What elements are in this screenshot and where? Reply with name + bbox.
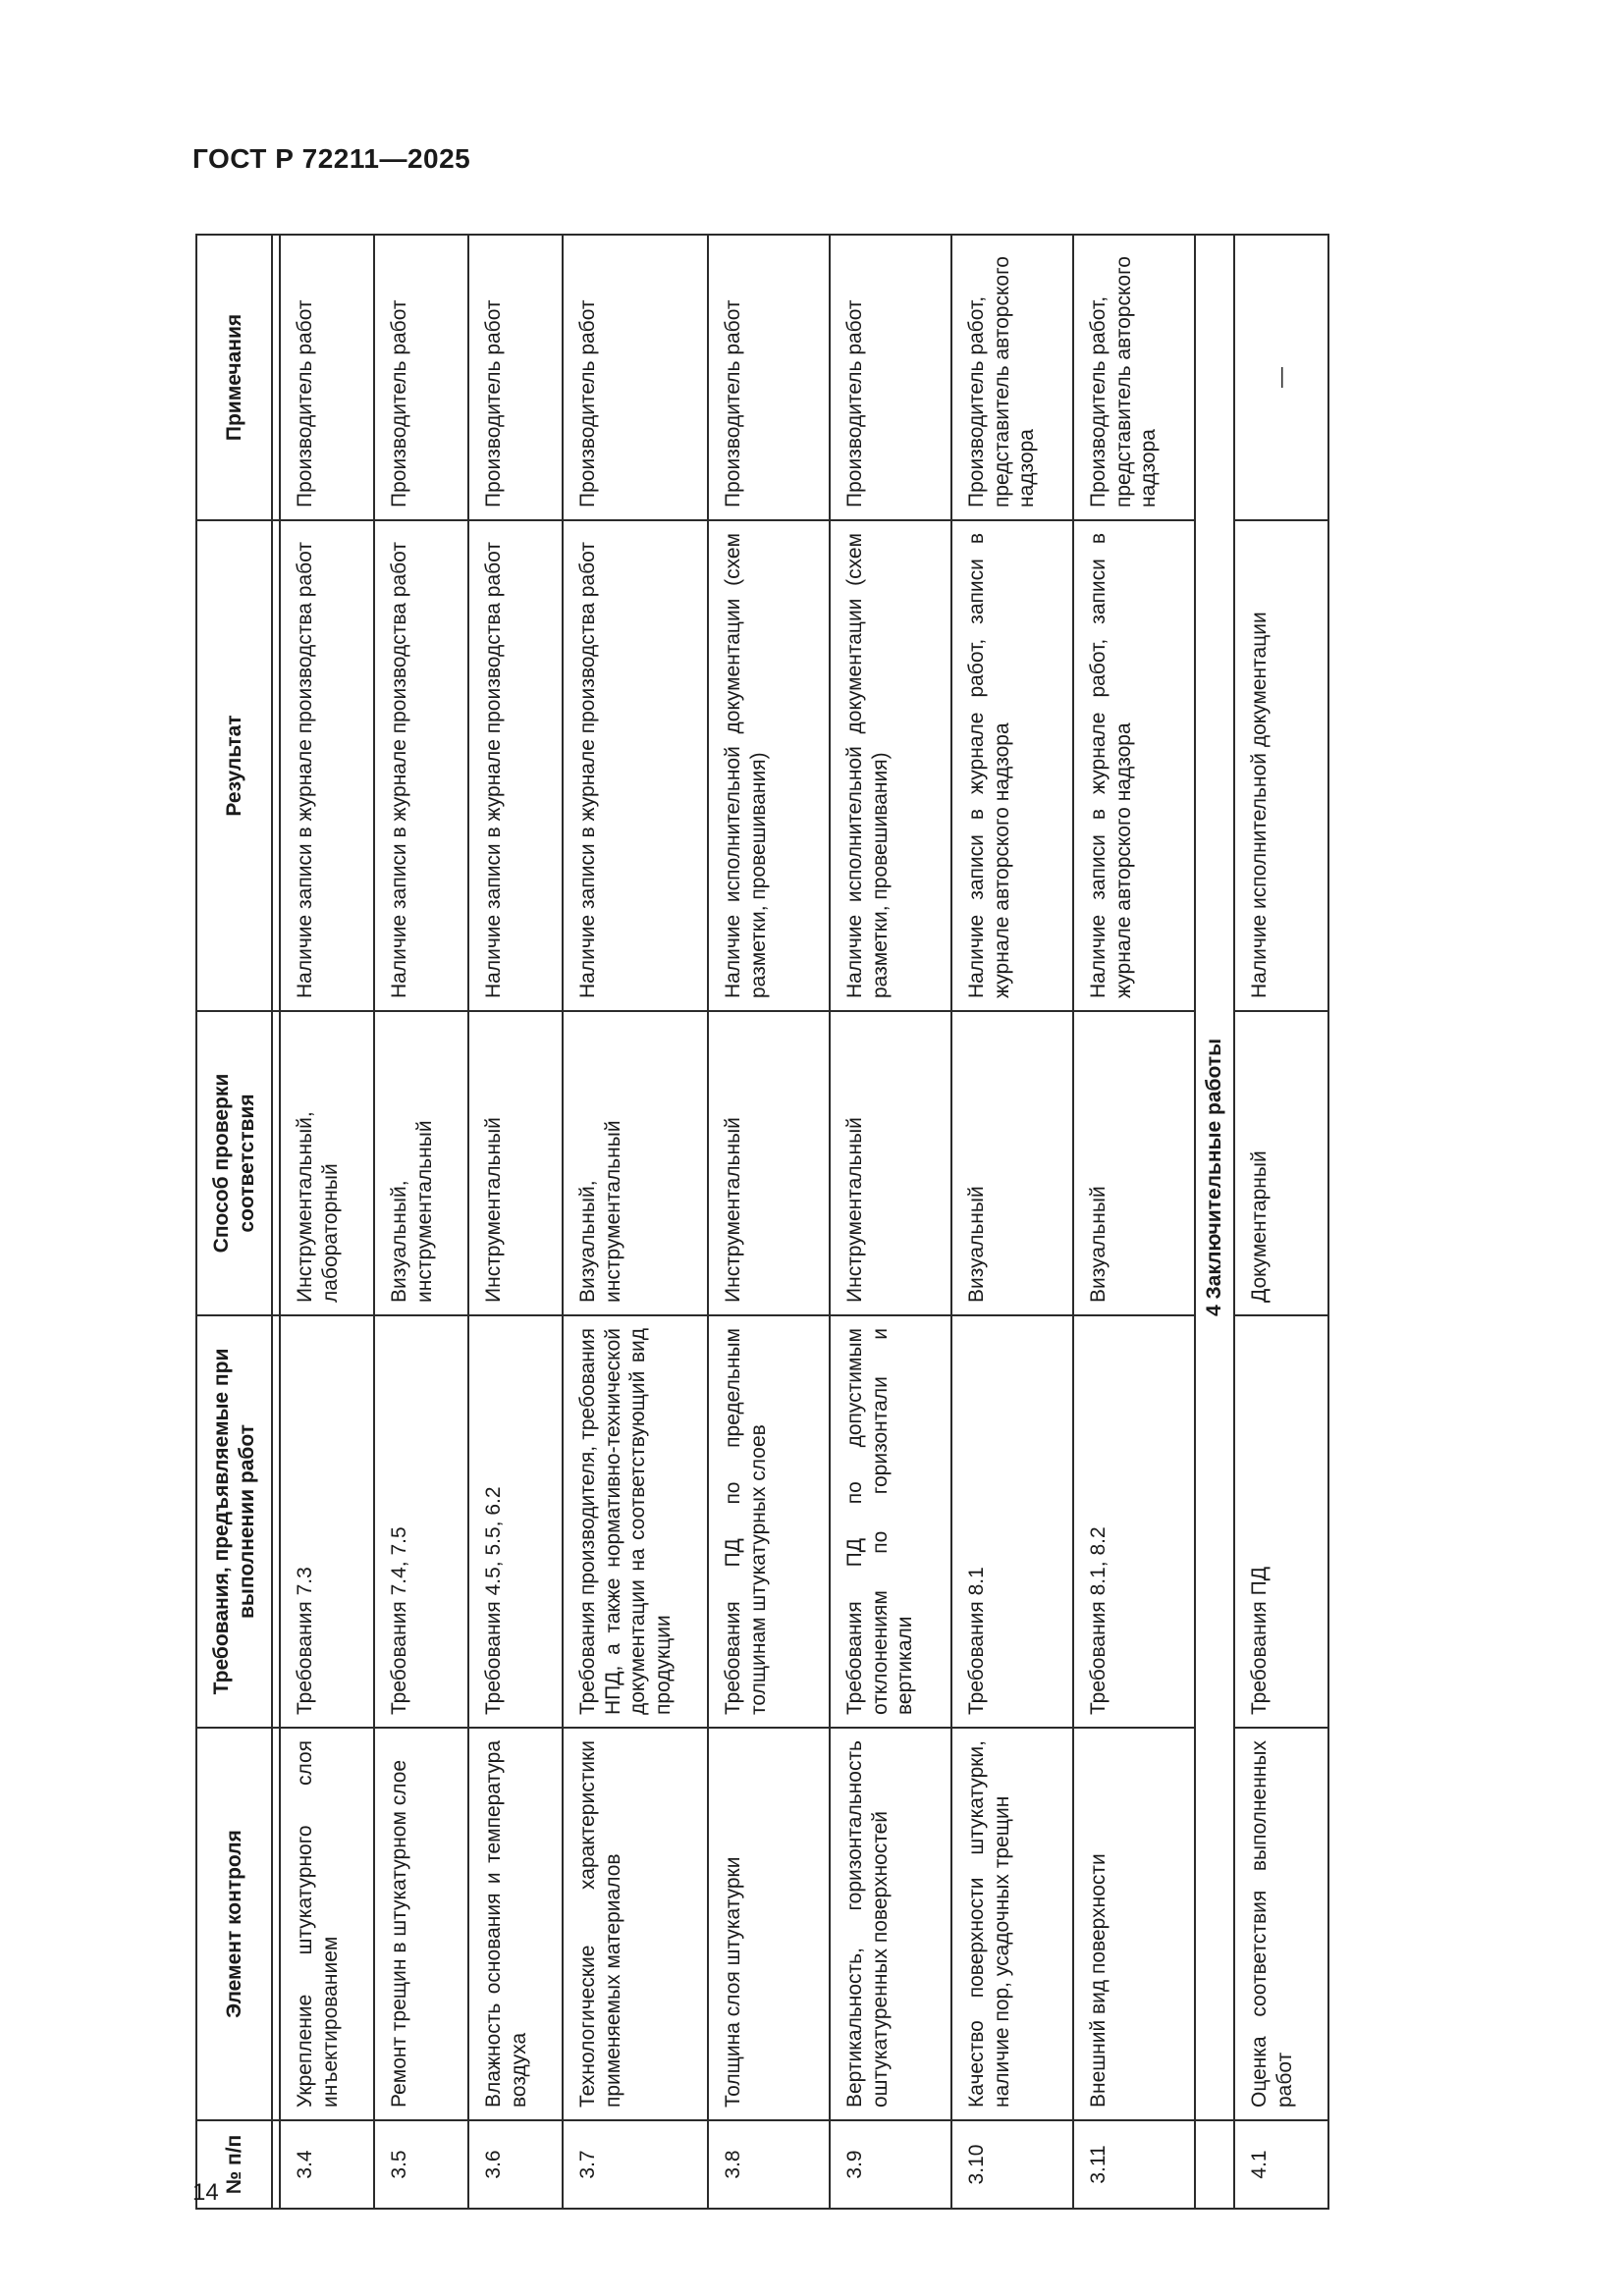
column-header-number: № п/п [196, 2120, 272, 2209]
document-title: ГОСТ Р 72211—2025 [192, 143, 471, 174]
row-result: Наличие исполнительной документации [1234, 520, 1328, 1011]
row-number: 3.11 [1073, 2120, 1195, 2209]
column-header-method: Способ проверки соответствия [196, 1011, 272, 1315]
row-requirements: Требования 8.1, 8.2 [1073, 1315, 1195, 1728]
table-row [951, 235, 1073, 2209]
rotated-table-container [195, 236, 1296, 2210]
page-number: 14 [192, 2179, 219, 2206]
row-requirements: Требования ПД по предельным толщинам штукатурных слоев [708, 1315, 830, 1728]
row-method: Визуальный [1073, 1011, 1195, 1315]
row-notes: Производитель работ [830, 235, 951, 520]
row-number: 3.10 [951, 2120, 1073, 2209]
row-result: Наличие записи в журнале работ, записи в журнале авторского надзора [1073, 520, 1195, 1011]
row-requirements: Требования производителя, требования НПД, а также нормативно-технической документации на соответствующий вид продукции [563, 1315, 708, 1728]
row-element: Влажность основания и температура воздуха [468, 1728, 563, 2120]
row-notes: — [1234, 235, 1328, 520]
row-method: Визуальный, инструментальный [374, 1011, 468, 1315]
row-notes: Производитель работ, представитель авторского надзора [951, 235, 1073, 520]
row-result: Наличие записи в журнале производства работ [563, 520, 708, 1011]
section-heading: 4 Заключительные работы [1195, 235, 1234, 2120]
row-result: Наличие записи в журнале производства работ [280, 520, 374, 1011]
row-notes: Производитель работ [708, 235, 830, 520]
row-notes: Производитель работ [374, 235, 468, 520]
table-row [280, 235, 374, 2209]
row-number: 3.7 [563, 2120, 708, 2209]
row-method: Визуальный [951, 1011, 1073, 1315]
table-row [1234, 235, 1328, 2209]
row-number: 3.6 [468, 2120, 563, 2209]
row-number: 3.9 [830, 2120, 951, 2209]
table-row [374, 235, 468, 2209]
table-row [708, 235, 830, 2209]
row-number: 4.1 [1234, 2120, 1328, 2209]
row-requirements: Требования ПД по допустимым отклонениям по горизонтали и вертикали [830, 1315, 951, 1728]
row-element: Качество поверхности штукатурки, наличие пор, усадочных трещин [951, 1728, 1073, 2120]
row-element: Оценка соответствия выполненных работ [1234, 1728, 1328, 2120]
row-number: 3.4 [280, 2120, 374, 2209]
column-header-requirements: Требования, предъявляемые при выполнении работ [196, 1315, 272, 1728]
rotated-table-frame [195, 236, 1296, 2210]
inspection-table [195, 234, 1329, 2210]
header-separator [272, 235, 280, 2209]
table-header [196, 235, 272, 2209]
row-requirements: Требования 4.5, 5.5, 6.2 [468, 1315, 563, 1728]
row-method: Инструментальный [830, 1011, 951, 1315]
column-header-notes: Примечания [196, 235, 272, 520]
table-header-row [196, 235, 272, 2209]
row-method: Инструментальный, лабораторный [280, 1011, 374, 1315]
column-header-result: Результат [196, 520, 272, 1011]
row-notes: Производитель работ [280, 235, 374, 520]
row-result: Наличие записи в журнале производства работ [374, 520, 468, 1011]
row-notes: Производитель работ [468, 235, 563, 520]
table-row [563, 235, 708, 2209]
row-element: Технологические характеристики применяемых материалов [563, 1728, 708, 2120]
row-element: Внешний вид поверхности [1073, 1728, 1195, 2120]
row-notes: Производитель работ [563, 235, 708, 520]
row-result: Наличие исполнительной документации (схем разметки, провешивания) [708, 520, 830, 1011]
table-row [830, 235, 951, 2209]
row-result: Наличие исполнительной документации (схем разметки, провешивания) [830, 520, 951, 1011]
row-method: Визуальный, инструментальный [563, 1011, 708, 1315]
row-requirements: Требования 7.3 [280, 1315, 374, 1728]
table-row [1073, 235, 1195, 2209]
row-element: Вертикальность, горизонтальность оштукатуренных поверхностей [830, 1728, 951, 2120]
row-element: Толщина слоя штукатурки [708, 1728, 830, 2120]
section-heading-row [1195, 235, 1234, 2209]
row-method: Инструментальный [708, 1011, 830, 1315]
row-element: Ремонт трещин в штукатурном слое [374, 1728, 468, 2120]
row-requirements: Требования 8.1 [951, 1315, 1073, 1728]
row-element: Укрепление штукатурного слоя инъектированием [280, 1728, 374, 2120]
row-method: Документарный [1234, 1011, 1328, 1315]
table-row [468, 235, 563, 2209]
row-number: 3.5 [374, 2120, 468, 2209]
row-number: 3.8 [708, 2120, 830, 2209]
row-requirements: Требования 7.4, 7.5 [374, 1315, 468, 1728]
row-requirements: Требования ПД [1234, 1315, 1328, 1728]
row-method: Инструментальный [468, 1011, 563, 1315]
row-result: Наличие записи в журнале производства работ [468, 520, 563, 1011]
column-header-element: Элемент контроля [196, 1728, 272, 2120]
row-notes: Производитель работ, представитель авторского надзора [1073, 235, 1195, 520]
row-result: Наличие записи в журнале работ, записи в журнале авторского надзора [951, 520, 1073, 1011]
table-body [272, 235, 1328, 2209]
